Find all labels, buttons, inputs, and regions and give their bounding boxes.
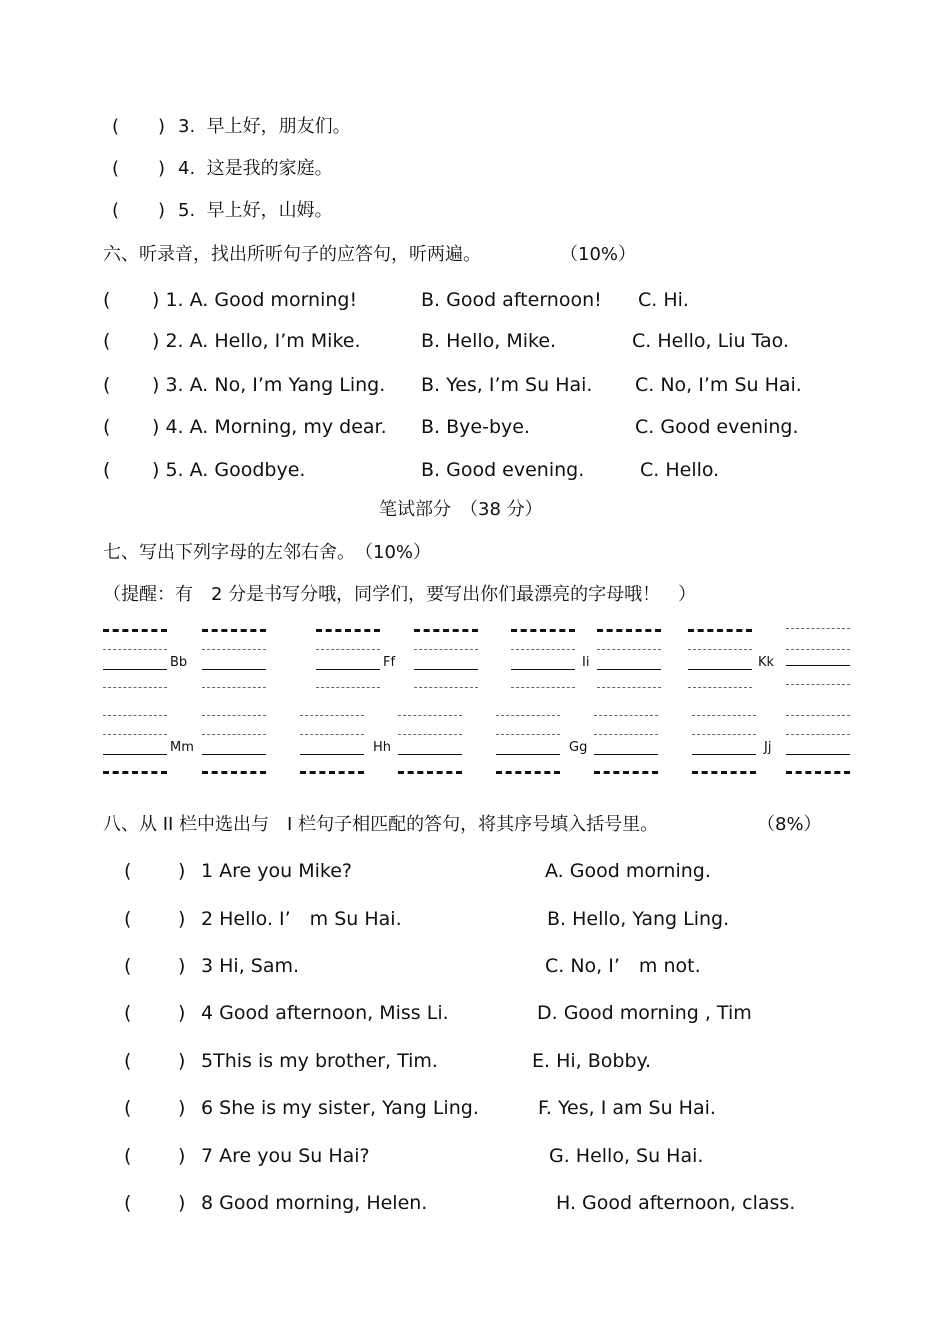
guide-line [414, 649, 478, 650]
guide-line [202, 649, 266, 650]
answer-paren-close: ) [178, 955, 186, 977]
answer-paren[interactable]: ( [124, 1145, 132, 1167]
answer-paren[interactable]: ( [112, 116, 120, 137]
column-2-answer: H. Good afternoon, class. [556, 1192, 796, 1214]
given-letter: Mm [170, 740, 194, 755]
guide-line [786, 628, 850, 629]
answer-paren-close: ) [178, 1192, 186, 1214]
guide-line [688, 687, 752, 688]
option-c: C. Hi. [638, 289, 689, 311]
guide-line [786, 734, 850, 735]
guide-line [398, 715, 462, 716]
guide-line [300, 771, 364, 774]
answer-paren-close: ) [178, 860, 186, 882]
write-blank[interactable] [786, 665, 850, 666]
answer-paren-close: ) [178, 1050, 186, 1072]
answer-paren-close: ) [178, 908, 186, 930]
column-2-answer: A. Good morning. [545, 860, 711, 882]
column-1-sentence: 1 Are you Mike? [201, 860, 352, 882]
guide-line [597, 649, 661, 650]
write-blank[interactable] [103, 669, 167, 670]
guide-line [511, 629, 575, 632]
guide-line [103, 734, 167, 735]
option-b: B. Bye-bye. [421, 416, 530, 438]
guide-line [202, 734, 266, 735]
guide-line [786, 715, 850, 716]
answer-paren-close: ) [158, 158, 166, 179]
guide-line [496, 771, 560, 774]
guide-line [692, 771, 756, 774]
guide-line [103, 715, 167, 716]
guide-line [414, 629, 478, 632]
column-1-sentence: 2 Hello. I’ m Su Hai. [201, 908, 402, 930]
answer-paren-close: ) [178, 1002, 186, 1024]
guide-line [103, 687, 167, 688]
guide-line [202, 629, 266, 632]
write-blank[interactable] [597, 669, 661, 670]
answer-paren-close: ) [178, 1145, 186, 1167]
column-2-answer: G. Hello, Su Hai. [549, 1145, 704, 1167]
answer-paren[interactable]: ( [124, 1097, 132, 1119]
given-letter: Hh [373, 740, 392, 755]
answer-paren-close: ) [158, 116, 166, 137]
column-2-answer: D. Good morning , Tim [537, 1002, 752, 1024]
written-part-heading: 笔试部分 （38 分） [379, 499, 543, 520]
write-blank[interactable] [511, 669, 575, 670]
guide-line [594, 715, 658, 716]
guide-line [597, 629, 661, 632]
column-1-sentence: 7 Are you Su Hai? [201, 1145, 370, 1167]
guide-line [594, 771, 658, 774]
guide-line [786, 649, 850, 650]
guide-line [316, 649, 380, 650]
option-c: C. Good evening. [635, 416, 799, 438]
option-b: B. Hello, Mike. [421, 330, 557, 352]
guide-line [511, 687, 575, 688]
write-blank[interactable] [496, 754, 560, 755]
column-2-answer: F. Yes, I am Su Hai. [538, 1097, 716, 1119]
column-1-sentence: 4 Good afternoon, Miss Li. [201, 1002, 449, 1024]
question-text: 4. 这是我的家庭。 [178, 158, 333, 179]
column-2-answer: C. No, I’ m not. [545, 955, 701, 977]
guide-line [594, 734, 658, 735]
given-letter: Kk [758, 655, 775, 670]
answer-paren[interactable]: ( [124, 908, 132, 930]
answer-paren[interactable]: ( [124, 1192, 132, 1214]
write-blank[interactable] [692, 754, 756, 755]
answer-paren[interactable]: ( [103, 374, 111, 396]
option-a: ) 2. A. Hello, I’m Mike. [152, 330, 361, 352]
answer-paren-close: ) [178, 1097, 186, 1119]
guide-line [786, 771, 850, 774]
guide-line [496, 734, 560, 735]
section-title: 六、听录音，找出所听句子的应答句，听两遍。 [103, 244, 481, 265]
option-b: B. Yes, I’m Su Hai. [421, 374, 593, 396]
question-text: 5. 早上好，山姆。 [178, 200, 333, 221]
guide-line [103, 649, 167, 650]
write-blank[interactable] [688, 669, 752, 670]
column-2-answer: B. Hello, Yang Ling. [547, 908, 730, 930]
guide-line [692, 715, 756, 716]
section-hint: （提醒：有 2 分是书写分哦，同学们，要写出你们最漂亮的字母哦！ ） [103, 584, 697, 605]
guide-line [202, 687, 266, 688]
guide-line [202, 715, 266, 716]
guide-line [300, 734, 364, 735]
given-letter: Ff [383, 655, 396, 670]
option-c: C. Hello. [640, 459, 720, 481]
answer-paren[interactable]: ( [112, 158, 120, 179]
write-blank[interactable] [202, 754, 266, 755]
answer-paren[interactable]: ( [124, 860, 132, 882]
given-letter: Ii [582, 655, 590, 670]
section-score: （10%） [560, 244, 637, 265]
answer-paren[interactable]: ( [103, 330, 111, 352]
guide-line [398, 771, 462, 774]
guide-line [316, 687, 380, 688]
guide-line [597, 687, 661, 688]
guide-line [688, 649, 752, 650]
guide-line [786, 684, 850, 685]
answer-paren[interactable]: ( [103, 289, 111, 311]
answer-paren[interactable]: ( [124, 955, 132, 977]
question-text: 3. 早上好，朋友们。 [178, 116, 351, 137]
guide-line [316, 629, 380, 632]
given-letter: Gg [569, 740, 588, 755]
answer-paren[interactable]: ( [103, 459, 111, 481]
guide-line [202, 771, 266, 774]
write-blank[interactable] [398, 754, 462, 755]
write-blank[interactable] [594, 754, 658, 755]
option-a: ) 4. A. Morning, my dear. [152, 416, 387, 438]
write-blank[interactable] [786, 754, 850, 755]
option-c: C. No, I’m Su Hai. [635, 374, 802, 396]
column-2-answer: E. Hi, Bobby. [532, 1050, 652, 1072]
option-b: B. Good evening. [421, 459, 585, 481]
section-score: （8%） [757, 814, 822, 835]
column-1-sentence: 3 Hi, Sam. [201, 955, 300, 977]
guide-line [496, 715, 560, 716]
answer-paren-close: ) [158, 200, 166, 221]
guide-line [103, 771, 167, 774]
section-title: 七、写出下列字母的左邻右舍。 （10%） [103, 542, 432, 563]
guide-line [398, 734, 462, 735]
section-title: 八、从 II 栏中选出与 I 栏句子相匹配的答句，将其序号填入括号里。 [103, 814, 659, 835]
write-blank[interactable] [300, 754, 364, 755]
answer-paren[interactable]: ( [124, 1002, 132, 1024]
guide-line [692, 734, 756, 735]
option-a: ) 3. A. No, I’m Yang Ling. [152, 374, 386, 396]
column-1-sentence: 8 Good morning, Helen. [201, 1192, 428, 1214]
guide-line [414, 687, 478, 688]
answer-paren[interactable]: ( [103, 416, 111, 438]
column-1-sentence: 6 She is my sister, Yang Ling. [201, 1097, 479, 1119]
option-a: ) 5. A. Goodbye. [152, 459, 306, 481]
guide-line [300, 715, 364, 716]
write-blank[interactable] [414, 669, 478, 670]
answer-paren[interactable]: ( [112, 200, 120, 221]
given-letter: Bb [170, 655, 188, 670]
guide-line [511, 649, 575, 650]
option-b: B. Good afternoon! [421, 289, 602, 311]
given-letter: Jj [764, 740, 772, 755]
write-blank[interactable] [103, 754, 167, 755]
column-1-sentence: 5This is my brother, Tim. [201, 1050, 438, 1072]
write-blank[interactable] [316, 669, 380, 670]
write-blank[interactable] [202, 669, 266, 670]
guide-line [688, 629, 752, 632]
option-a: ) 1. A. Good morning! [152, 289, 358, 311]
guide-line [103, 629, 167, 632]
answer-paren[interactable]: ( [124, 1050, 132, 1072]
option-c: C. Hello, Liu Tao. [632, 330, 789, 352]
